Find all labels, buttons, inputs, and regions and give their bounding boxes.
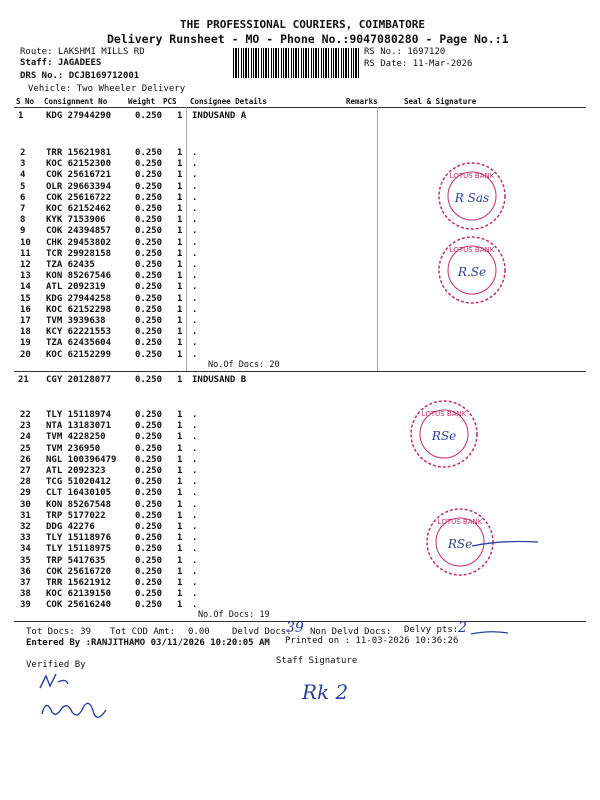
row-consignee-dot: . — [192, 454, 198, 465]
table-row — [0, 477, 600, 488]
row-sno: 30 — [20, 499, 31, 510]
row-weight: 0.250 — [135, 533, 163, 544]
stamp-text: LOTUS BANK — [449, 246, 495, 254]
row-consignee: INDUSAND B — [192, 375, 247, 385]
rs-number: RS No.: 1697120 — [364, 47, 446, 57]
row-weight: 0.250 — [135, 522, 163, 532]
printed-on: Printed on : 11-03-2026 10:36:26 — [285, 636, 459, 646]
row-consignee-dot: . — [192, 522, 198, 532]
table-row — [0, 410, 600, 421]
row-pcs: 1 — [177, 159, 183, 170]
row-consignment: TLY 15118975 — [46, 544, 112, 555]
row-weight: 0.250 — [135, 488, 163, 499]
row-sno: 8 — [20, 215, 26, 226]
row-sno: 20 — [20, 349, 31, 360]
row-consignment: KCY 62221553 — [46, 327, 112, 338]
row-pcs: 1 — [177, 375, 183, 385]
row-sno: 10 — [20, 237, 31, 248]
row-sno: 34 — [20, 544, 31, 555]
table-row — [0, 238, 600, 249]
total-cod-label: Tot COD Amt: — [110, 627, 176, 637]
row-consignee-dot: . — [192, 271, 198, 282]
row-consignee-dot: . — [192, 293, 198, 304]
table-row — [0, 589, 600, 600]
row-sno: 33 — [20, 533, 31, 544]
row-weight: 0.250 — [135, 170, 163, 181]
row-consignee-dot: . — [192, 327, 198, 338]
row-consignment: CHK 29453802 — [46, 237, 112, 248]
row-consignment: CLT 16430105 — [46, 488, 112, 499]
col-weight: Weight — [128, 97, 156, 106]
row-pcs: 1 — [177, 510, 183, 521]
row-consignment: TRR 15621981 — [46, 148, 112, 158]
row-consignee-dot: . — [192, 316, 198, 326]
row-sno: 29 — [20, 488, 31, 499]
row-sno: 39 — [20, 600, 31, 611]
row-weight: 0.250 — [135, 271, 163, 282]
row-pcs: 1 — [177, 304, 183, 315]
table-row — [0, 294, 600, 305]
table-row — [0, 159, 600, 170]
table-row — [0, 193, 600, 204]
group-a-doc-count: No.Of Docs: 20 — [208, 360, 280, 370]
row-weight: 0.250 — [135, 215, 163, 226]
col-pcs: PCS — [163, 97, 177, 106]
row-sno: 21 — [18, 375, 29, 385]
table-row — [0, 226, 600, 237]
row-consignment: TCG 51020412 — [46, 477, 112, 488]
row-weight: 0.250 — [135, 293, 163, 304]
row-pcs: 1 — [177, 421, 183, 432]
row-consignment: TLY 15118976 — [46, 533, 112, 544]
row-weight: 0.250 — [135, 555, 163, 566]
table-row — [0, 444, 600, 455]
row-pcs: 1 — [177, 237, 183, 248]
row-sno: 27 — [20, 466, 31, 476]
row-consignment: TVM 4228250 — [46, 432, 106, 443]
table-row — [0, 111, 600, 122]
row-weight: 0.250 — [135, 338, 163, 349]
col-sno: S No — [16, 97, 35, 106]
row-sno: 38 — [20, 589, 31, 600]
row-pcs: 1 — [177, 192, 183, 203]
table-row — [0, 316, 600, 327]
row-pcs: 1 — [177, 454, 183, 465]
stamp-text: LOTUS BANK — [449, 172, 495, 180]
row-weight: 0.250 — [135, 499, 163, 510]
seal-stamp-1 — [436, 160, 508, 232]
rs-date: RS Date: 11-Mar-2026 — [364, 59, 473, 69]
table-row — [0, 578, 600, 589]
row-pcs: 1 — [177, 533, 183, 544]
row-consignment: KON 85267546 — [46, 271, 112, 282]
row-sno: 17 — [20, 316, 31, 326]
stamp-signature: R.Se — [457, 265, 487, 279]
delivery-points-handwritten: 2 — [458, 620, 467, 636]
row-pcs: 1 — [177, 271, 183, 282]
row-weight: 0.250 — [135, 316, 163, 326]
row-sno: 35 — [20, 555, 31, 566]
row-pcs: 1 — [177, 578, 183, 588]
row-weight: 0.250 — [135, 181, 163, 192]
header-divider — [14, 107, 586, 108]
row-weight: 0.250 — [135, 566, 163, 577]
row-sno: 36 — [20, 566, 31, 577]
table-row — [0, 432, 600, 443]
row-consignee-dot: . — [192, 159, 198, 170]
row-weight: 0.250 — [135, 226, 163, 237]
row-sno: 25 — [20, 443, 31, 454]
row-pcs: 1 — [177, 248, 183, 259]
table-row — [0, 511, 600, 522]
row-pcs: 1 — [177, 148, 183, 158]
table-row — [0, 567, 600, 578]
row-sno: 7 — [20, 204, 26, 214]
col-remarks: Remarks — [346, 97, 378, 106]
row-consignee-dot: . — [192, 338, 198, 349]
row-weight: 0.250 — [135, 477, 163, 488]
non-delivered-docs-label: Non Delvd Docs: — [310, 627, 392, 637]
table-row — [0, 305, 600, 316]
row-sno: 22 — [20, 410, 31, 420]
row-consignment: KDG 27944258 — [46, 293, 112, 304]
row-pcs: 1 — [177, 499, 183, 510]
row-weight: 0.250 — [135, 159, 163, 170]
row-weight: 0.250 — [135, 349, 163, 360]
row-pcs: 1 — [177, 477, 183, 488]
table-row — [0, 466, 600, 477]
row-weight: 0.250 — [135, 466, 163, 476]
table-row — [0, 249, 600, 260]
row-weight: 0.250 — [135, 600, 163, 611]
row-consignment: ATL 2092323 — [46, 466, 106, 476]
row-sno: 23 — [20, 421, 31, 432]
row-sno: 16 — [20, 304, 31, 315]
row-weight: 0.250 — [135, 410, 163, 420]
row-sno: 6 — [20, 192, 26, 203]
pen-stroke — [470, 538, 540, 550]
row-consignment: COK 24394857 — [46, 226, 112, 237]
row-consignee-dot: . — [192, 260, 198, 270]
col-consignee: Consignee Details — [190, 97, 267, 106]
row-pcs: 1 — [177, 260, 183, 270]
row-pcs: 1 — [177, 466, 183, 476]
table-row — [0, 421, 600, 432]
row-consignment: COK 25616721 — [46, 170, 112, 181]
row-pcs: 1 — [177, 327, 183, 338]
row-consignment: DDG 42276 — [46, 522, 95, 532]
row-consignment: TLY 15118974 — [46, 410, 112, 420]
row-consignment: KOC 62152462 — [46, 204, 112, 214]
row-consignment: NTA 13183071 — [46, 421, 112, 432]
row-consignee-dot: . — [192, 600, 198, 611]
row-consignment: ATL 2092319 — [46, 282, 106, 293]
row-consignment: KOC 62152300 — [46, 159, 112, 170]
row-consignment: NGL 100396479 — [46, 454, 117, 465]
row-consignment: TZA 62435604 — [46, 338, 112, 349]
table-row — [0, 327, 600, 338]
table-row — [0, 600, 600, 611]
stamp-text: LOTUS BANK — [421, 410, 467, 418]
row-consignee-dot: . — [192, 181, 198, 192]
row-sno: 28 — [20, 477, 31, 488]
row-weight: 0.250 — [135, 421, 163, 432]
entered-by: Entered By :RANJITHAMO 03/11/2026 10:20:05 AM — [26, 638, 270, 648]
row-sno: 9 — [20, 226, 26, 237]
row-consignment: TRP 5417635 — [46, 555, 106, 566]
row-pcs: 1 — [177, 432, 183, 443]
row-consignment: TVM 3939638 — [46, 316, 106, 326]
row-consignment: COK 25616720 — [46, 566, 112, 577]
row-sno: 37 — [20, 578, 31, 588]
table-row — [0, 260, 600, 271]
row-pcs: 1 — [177, 170, 183, 181]
row-consignee-dot: . — [192, 578, 198, 588]
total-cod-amount: 0.00 — [188, 627, 210, 637]
table-row — [0, 338, 600, 349]
row-sno: 4 — [20, 170, 26, 181]
row-consignment: KOC 62152299 — [46, 349, 112, 360]
stamp-text: LOTUS BANK — [437, 518, 483, 526]
table-row — [0, 170, 600, 181]
row-pcs: 1 — [177, 293, 183, 304]
row-sno: 11 — [20, 248, 31, 259]
row-consignment: CGY 20128077 — [46, 375, 112, 385]
row-consignment: OLR 29663394 — [46, 181, 112, 192]
row-sno: 14 — [20, 282, 31, 293]
row-consignee-dot: . — [192, 555, 198, 566]
row-consignment: COK 25616722 — [46, 192, 112, 203]
row-consignee: INDUSAND A — [192, 111, 247, 121]
row-pcs: 1 — [177, 566, 183, 577]
row-weight: 0.250 — [135, 327, 163, 338]
row-consignee-dot: . — [192, 170, 198, 181]
group-b-doc-count: No.Of Docs: 19 — [198, 610, 270, 620]
row-consignee-dot: . — [192, 349, 198, 360]
row-pcs: 1 — [177, 522, 183, 532]
stamp-signature: R Sas — [454, 191, 490, 205]
row-pcs: 1 — [177, 488, 183, 499]
barcode — [233, 48, 361, 78]
row-weight: 0.250 — [135, 544, 163, 555]
row-sno: 32 — [20, 522, 31, 532]
row-sno: 5 — [20, 181, 26, 192]
table-row — [0, 522, 600, 533]
table-row — [0, 215, 600, 226]
row-pcs: 1 — [177, 443, 183, 454]
row-pcs: 1 — [177, 544, 183, 555]
row-consignee-dot: . — [192, 410, 198, 420]
row-consignee-dot: . — [192, 304, 198, 315]
row-pcs: 1 — [177, 589, 183, 600]
row-consignee-dot: . — [192, 237, 198, 248]
row-weight: 0.250 — [135, 375, 163, 385]
row-weight: 0.250 — [135, 510, 163, 521]
row-consignment: KOC 62152298 — [46, 304, 112, 315]
table-row — [0, 271, 600, 282]
row-pcs: 1 — [177, 111, 183, 121]
table-row — [0, 204, 600, 215]
verified-by-label: Verified By — [26, 660, 86, 670]
row-consignee-dot: . — [192, 466, 198, 476]
seal-stamp-3 — [408, 398, 480, 470]
row-pcs: 1 — [177, 349, 183, 360]
row-consignment: KDG 27944290 — [46, 111, 112, 121]
row-weight: 0.250 — [135, 443, 163, 454]
seal-stamp-2 — [436, 234, 508, 306]
row-consignee-dot: . — [192, 421, 198, 432]
table-row — [0, 455, 600, 466]
table-row — [0, 350, 600, 361]
row-weight: 0.250 — [135, 248, 163, 259]
row-pcs: 1 — [177, 204, 183, 214]
row-weight: 0.250 — [135, 192, 163, 203]
row-consignee-dot: . — [192, 226, 198, 237]
row-pcs: 1 — [177, 226, 183, 237]
row-weight: 0.250 — [135, 260, 163, 270]
row-pcs: 1 — [177, 555, 183, 566]
table-row — [0, 488, 600, 499]
row-consignee-dot: . — [192, 192, 198, 203]
row-weight: 0.250 — [135, 578, 163, 588]
row-consignment: KON 85267548 — [46, 499, 112, 510]
company-name: THE PROFESSIONAL COURIERS, COIMBATORE — [180, 18, 426, 31]
row-weight: 0.250 — [135, 432, 163, 443]
row-sno: 1 — [18, 111, 24, 121]
row-sno: 19 — [20, 338, 31, 349]
route: Route: LAKSHMI MILLS RD — [20, 47, 145, 57]
row-weight: 0.250 — [135, 304, 163, 315]
staff-signature-label: Staff Signature — [276, 656, 358, 666]
row-pcs: 1 — [177, 410, 183, 420]
row-consignee-dot: . — [192, 499, 198, 510]
row-consignee-dot: . — [192, 282, 198, 293]
row-consignee-dot: . — [192, 148, 198, 158]
table-row — [0, 282, 600, 293]
row-pcs: 1 — [177, 338, 183, 349]
row-weight: 0.250 — [135, 589, 163, 600]
row-pcs: 1 — [177, 282, 183, 293]
row-weight: 0.250 — [135, 454, 163, 465]
row-consignment: KYK 7153906 — [46, 215, 106, 226]
staff: Staff: JAGADEES — [20, 58, 102, 68]
row-pcs: 1 — [177, 600, 183, 611]
row-sno: 3 — [20, 159, 26, 170]
row-consignment: TVM 236950 — [46, 443, 101, 454]
table-row — [0, 182, 600, 193]
table-row — [0, 556, 600, 567]
vehicle: Vehicle: Two Wheeler Delivery — [28, 84, 186, 94]
runsheet-title: Delivery Runsheet - MO - Phone No.:9047080280 - Page No.:1 — [107, 32, 509, 46]
delivered-docs-handwritten: 39 — [286, 620, 304, 636]
table-row — [0, 148, 600, 159]
row-weight: 0.250 — [135, 111, 163, 121]
row-sno: 15 — [20, 293, 31, 304]
row-sno: 13 — [20, 271, 31, 282]
verifier-signature — [32, 668, 112, 728]
row-consignment: TRR 15621912 — [46, 578, 112, 588]
row-consignee-dot: . — [192, 510, 198, 521]
row-consignee-dot: . — [192, 432, 198, 443]
row-consignment: KOC 62139150 — [46, 589, 112, 600]
group-divider — [14, 371, 586, 372]
col-consignment: Consignment No — [44, 97, 108, 106]
row-sno: 2 — [20, 148, 26, 158]
total-docs: Tot Docs: 39 — [26, 627, 92, 637]
row-sno: 18 — [20, 327, 31, 338]
staff-signature-handwritten: Rk 2 — [302, 680, 349, 704]
row-consignee-dot: . — [192, 566, 198, 577]
table-row — [0, 375, 600, 386]
col-seal-signature: Seal & Signature — [404, 97, 477, 106]
delivery-points-label: Delvy pts: — [404, 625, 459, 635]
row-sno: 26 — [20, 454, 31, 465]
row-weight: 0.250 — [135, 204, 163, 214]
table-row — [0, 500, 600, 511]
row-consignment: TRP 5177022 — [46, 510, 106, 521]
pen-underline — [470, 628, 510, 638]
delivered-docs-label: Delvd Docs: — [232, 627, 292, 637]
row-sno: 12 — [20, 260, 31, 270]
row-pcs: 1 — [177, 316, 183, 326]
row-weight: 0.250 — [135, 237, 163, 248]
row-sno: 24 — [20, 432, 31, 443]
row-weight: 0.250 — [135, 282, 163, 293]
drs-number: DRS No.: DCJB169712001 — [20, 71, 140, 81]
row-consignee-dot: . — [192, 204, 198, 214]
row-consignment: TZA 62435 — [46, 260, 95, 270]
row-consignment: COK 25616240 — [46, 600, 112, 611]
row-consignee-dot: . — [192, 215, 198, 226]
row-consignee-dot: . — [192, 544, 198, 555]
row-weight: 0.250 — [135, 148, 163, 158]
row-pcs: 1 — [177, 215, 183, 226]
row-consignee-dot: . — [192, 488, 198, 499]
stamp-signature: RSe — [447, 537, 473, 551]
row-pcs: 1 — [177, 181, 183, 192]
row-consignee-dot: . — [192, 443, 198, 454]
row-consignee-dot: . — [192, 589, 198, 600]
row-sno: 31 — [20, 510, 31, 521]
stamp-signature: RSe — [431, 429, 457, 443]
row-consignee-dot: . — [192, 533, 198, 544]
row-consignment: TCR 29928158 — [46, 248, 112, 259]
row-consignee-dot: . — [192, 477, 198, 488]
row-consignee-dot: . — [192, 248, 198, 259]
